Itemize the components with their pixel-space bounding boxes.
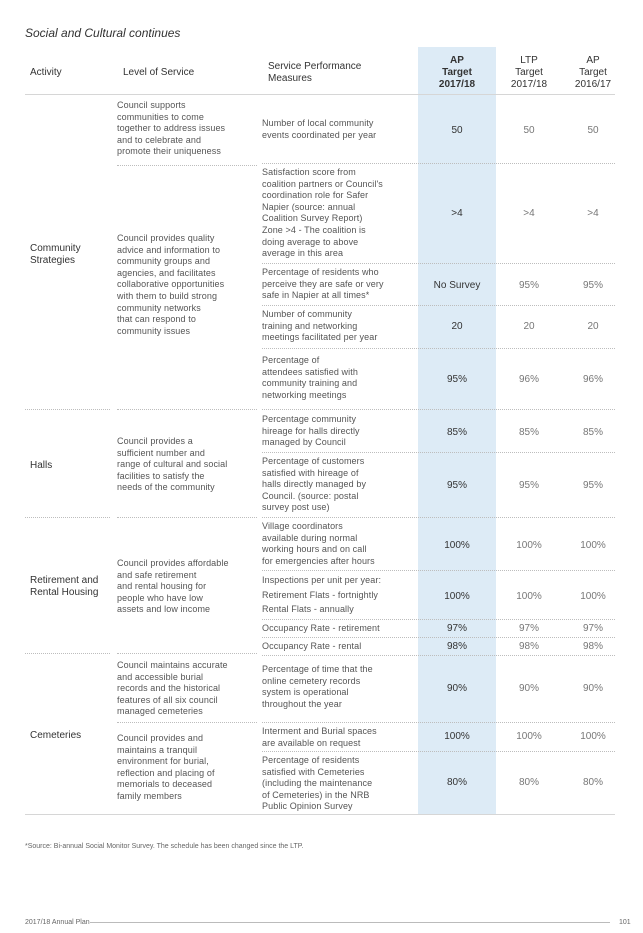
row-divider xyxy=(262,619,615,620)
activity-divider xyxy=(25,409,110,410)
row-cemeteries-satisfaction-ap-2016-17: 80% xyxy=(582,777,603,788)
row-residents-safe-ap-2017-18: No Survey xyxy=(433,280,481,291)
row-training-meetings-ap-2016-17: 20 xyxy=(587,321,599,332)
header-activity: Activity xyxy=(30,67,62,78)
row-cemetery-records-ap-2016-17: 90% xyxy=(582,683,603,694)
row-training-meetings-ltp-2017-18: 20 xyxy=(523,321,535,332)
level-of-service-halls: Council provides a sufficient number and range of cultural and social facilities to satisfy the needs of the community xyxy=(117,436,228,493)
level-of-service-housing: Council provides affordable and safe retirement and rental housing for people who have low assets and low income xyxy=(117,558,229,615)
footnote: *Source: Bi-annual Social Monitor Survey. The schedule has been changed since the LTP. xyxy=(25,843,304,850)
row-community-events-ltp-2017-18: 50 xyxy=(523,125,535,136)
row-halls-hireage-ltp-2017-18: 85% xyxy=(518,427,539,438)
row-residents-safe-ap-2016-17: 95% xyxy=(582,280,603,291)
activity-retirement-rental-housing: Retirement and Rental Housing xyxy=(30,575,99,598)
row-divider xyxy=(262,452,615,453)
activity-cemeteries: Cemeteries xyxy=(30,730,82,741)
row-attendee-satisfaction-ap-2017-18: 95% xyxy=(446,374,467,385)
row-flat-inspections-ap-2016-17: 100% xyxy=(580,591,606,602)
measure-cemeteries-satisfaction: Percentage of residents satisfied with Cemeteries (including the maintenance of Cemeteries) in the NRB Public Opinion Survey xyxy=(262,755,373,812)
measure-halls-hireage: Percentage community hireage for halls directly managed by Council xyxy=(262,414,360,448)
row-divider xyxy=(262,570,615,571)
activity-divider xyxy=(25,653,110,654)
row-divider xyxy=(262,163,615,164)
row-safer-napier-ltp-2017-18: >4 xyxy=(523,208,535,219)
row-cemeteries-satisfaction-ap-2017-18: 80% xyxy=(446,777,467,788)
row-burial-spaces-ap-2016-17: 100% xyxy=(580,731,606,742)
measure-village-coordinators: Village coordinators available during normal working hours and on call for emergencies after hours xyxy=(262,521,375,566)
row-flat-inspections-ltp-2017-18: 100% xyxy=(516,591,542,602)
row-occupancy-rental-ltp-2017-18: 98% xyxy=(518,641,539,652)
header-ap-2017-18: AP Target 2017/18 xyxy=(438,55,476,90)
table-bottom-rule xyxy=(25,814,615,815)
row-divider xyxy=(262,722,615,723)
page-number: 101 xyxy=(619,919,631,926)
row-cemeteries-satisfaction-ltp-2017-18: 80% xyxy=(518,777,539,788)
row-burial-spaces-ap-2017-18: 100% xyxy=(444,731,470,742)
row-training-meetings-ap-2017-18: 20 xyxy=(451,321,463,332)
header-ap-2016-17: AP Target 2016/17 xyxy=(574,55,612,90)
row-halls-hireage-ap-2017-18: 85% xyxy=(446,427,467,438)
row-burial-spaces-ltp-2017-18: 100% xyxy=(516,731,542,742)
row-divider xyxy=(262,655,615,656)
level-divider xyxy=(117,653,257,654)
row-halls-satisfaction-ap-2017-18: 95% xyxy=(446,480,467,491)
row-village-coordinators-ltp-2017-18: 100% xyxy=(516,540,542,551)
row-occupancy-retirement-ltp-2017-18: 97% xyxy=(518,623,539,634)
row-village-coordinators-ap-2016-17: 100% xyxy=(580,540,606,551)
row-cemetery-records-ap-2017-18: 90% xyxy=(446,683,467,694)
measure-training-meetings: Number of community training and networking meetings facilitated per year xyxy=(262,309,378,343)
row-community-events-ap-2017-18: 50 xyxy=(451,125,463,136)
row-occupancy-rental-ap-2017-18: 98% xyxy=(446,641,467,652)
measure-occupancy-retirement: Occupancy Rate - retirement xyxy=(262,623,380,633)
row-halls-hireage-ap-2016-17: 85% xyxy=(582,427,603,438)
level-of-service-cemetery-environment: Council provides and maintains a tranquil environment for burial, reflection and placing of memorials to deceased family members xyxy=(117,733,215,801)
row-divider xyxy=(262,751,615,752)
measure-occupancy-rental: Occupancy Rate - rental xyxy=(262,641,362,651)
row-community-events-ap-2016-17: 50 xyxy=(587,125,599,136)
header-divider xyxy=(25,94,615,95)
row-occupancy-rental-ap-2016-17: 98% xyxy=(582,641,603,652)
header-measures: Service Performance Measures xyxy=(268,61,362,84)
measure-cemetery-records-online: Percentage of time that the online cemetery records system is operational throughout the year xyxy=(262,664,373,709)
row-residents-safe-ltp-2017-18: 95% xyxy=(518,280,539,291)
row-cemetery-records-ltp-2017-18: 90% xyxy=(518,683,539,694)
activity-halls: Halls xyxy=(30,460,53,471)
row-occupancy-retirement-ap-2016-17: 97% xyxy=(582,623,603,634)
activity-community-strategies: Community Strategies xyxy=(30,243,81,266)
level-of-service-community-advice: Council provides quality advice and information to community groups and agencies, and facilitates collaborative opportunities with them to build strong community networks that can respond to community issues xyxy=(117,233,225,336)
measure-community-events: Number of local community events coordinated per year xyxy=(262,118,377,140)
measure-flat-inspections: Inspections per unit per year: Retirement Flats - fortnightly Rental Flats - annually xyxy=(262,575,382,615)
measure-halls-customer-satisfaction: Percentage of customers satisfied with hireage of halls directly managed by Council. (source: postal survey post use) xyxy=(262,456,367,513)
level-divider xyxy=(117,517,257,518)
row-village-coordinators-ap-2017-18: 100% xyxy=(444,540,470,551)
row-safer-napier-ap-2016-17: >4 xyxy=(587,208,599,219)
footer-rule xyxy=(90,922,610,923)
level-divider xyxy=(117,409,257,410)
measure-residents-feel-safe: Percentage of residents who perceive they are safe or very safe in Napier at all times* xyxy=(262,267,384,301)
measure-safer-napier-satisfaction: Satisfaction score from coalition partners or Council's coordination role for Safer Napier (source: annual Coalition Survey Report) Zone >4 - The coalition is doing average to above average in this area xyxy=(262,167,383,259)
row-divider xyxy=(262,263,615,264)
row-divider xyxy=(262,305,615,306)
measure-training-attendee-satisfaction: Percentage of attendees satisfied with community training and networking meetings xyxy=(262,355,358,400)
level-divider xyxy=(117,722,257,723)
measure-burial-spaces: Interment and Burial spaces are available on request xyxy=(262,726,377,748)
row-flat-inspections-ap-2017-18: 100% xyxy=(444,591,470,602)
row-divider xyxy=(262,637,615,638)
row-safer-napier-ap-2017-18: >4 xyxy=(451,208,463,219)
row-halls-satisfaction-ltp-2017-18: 95% xyxy=(518,480,539,491)
header-level-of-service: Level of Service xyxy=(123,67,195,78)
level-of-service-community-events: Council supports communities to come together to address issues and to celebrate and promote their uniqueness xyxy=(117,100,226,157)
row-occupancy-retirement-ap-2017-18: 97% xyxy=(446,623,467,634)
row-divider xyxy=(262,409,615,410)
row-attendee-satisfaction-ap-2016-17: 96% xyxy=(582,374,603,385)
row-attendee-satisfaction-ltp-2017-18: 96% xyxy=(518,374,539,385)
row-divider xyxy=(262,517,615,518)
row-halls-satisfaction-ap-2016-17: 95% xyxy=(582,480,603,491)
header-ltp-2017-18: LTP Target 2017/18 xyxy=(510,55,548,90)
row-divider xyxy=(262,348,615,349)
page-title: Social and Cultural continues xyxy=(25,26,181,40)
activity-divider xyxy=(25,517,110,518)
level-divider xyxy=(117,165,257,166)
level-of-service-burial-records: Council maintains accurate and accessible burial records and the historical features of all six council managed cemeteries xyxy=(117,660,228,717)
footer-document-title: 2017/18 Annual Plan xyxy=(25,919,90,926)
